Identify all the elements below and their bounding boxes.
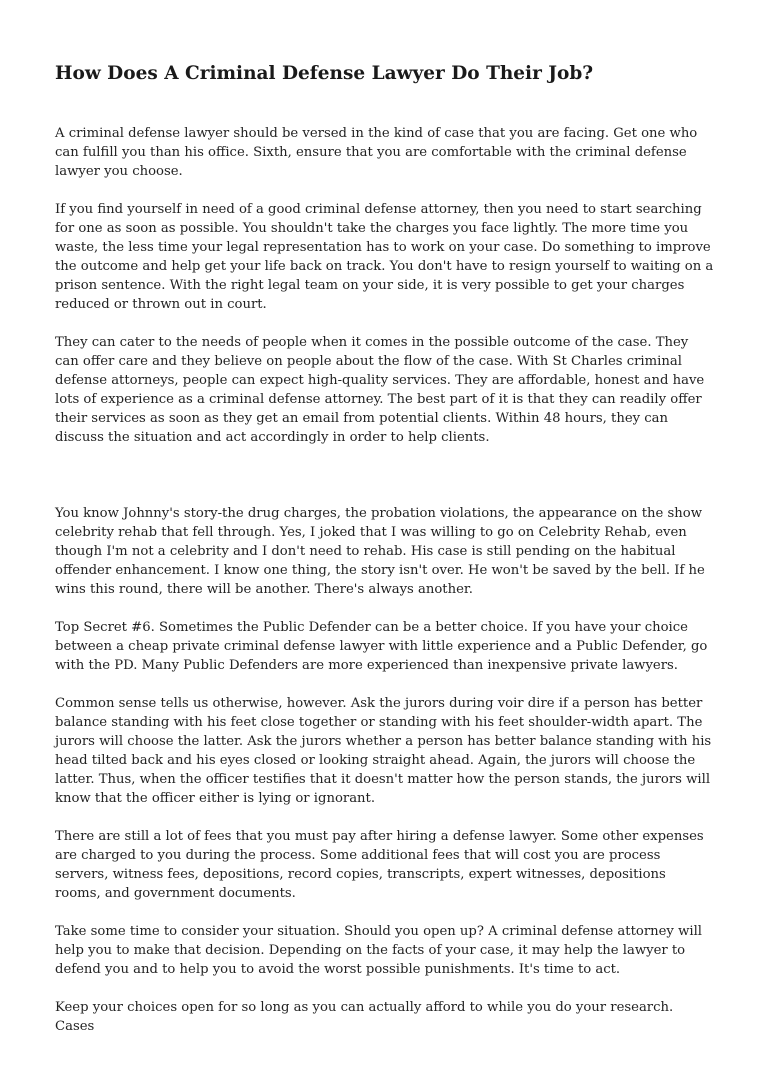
paragraph: They can cater to the needs of people when it comes in the possible outcome of the case. They can offer care and they believe on people about the flow of the case. With St Charles criminal defense attorneys, people can expect high-quality services. They are affordable, honest and have lots of experience as a criminal defense attorney. The best part of it is that they can readily offer their services as soon as they get an email from potential clients. Within 48 hours, they can discuss the situation and act accordingly in order to help clients.: [55, 335, 705, 445]
paragraph: If you find yourself in need of a good criminal defense attorney, then you need to start searching for one as soon as possible. You shouldn't take the charges you face lightly. The more time you waste, the less time your legal representation has to work on your case. Do something to improve the outcome and help get your life back on track. You don't have to resign yourself to waiting on a prison sentence. With the right legal team on your side, it is very possible to get your charges reduced or thrown out in court.: [55, 202, 714, 312]
document-body: [55, 60, 715, 1055]
paragraph: Keep your choices open for so long as you can actually afford to while you do your research. Cases: [55, 1000, 674, 1034]
page-title: How Does A Criminal Defense Lawyer Do Their Job?: [55, 63, 594, 84]
paragraph: Common sense tells us otherwise, however. Ask the jurors during voir dire if a person has better balance standing with his feet close together or standing with his feet shoulder-width apart. The jurors will choose the latter. Ask the jurors whether a person has better balance standing with his head tilted back and his eyes closed or looking straight ahead. Again, the jurors will choose the latter. Thus, when the officer testifies that it doesn't matter how the person stands, the jurors will know that the officer either is lying or ignorant.: [55, 696, 712, 806]
paragraph: Top Secret #6. Sometimes the Public Defender can be a better choice. If you have your choice between a cheap private criminal defense lawyer with little experience and a Public Defender, go with the PD. Many Public Defenders are more experienced than inexpensive private lawyers.: [55, 620, 708, 673]
paragraph: A criminal defense lawyer should be versed in the kind of case that you are facing. Get one who can fulfill you than his office. Sixth, ensure that you are comfortable with the criminal defense lawyer you choose.: [55, 126, 698, 179]
section-gap: [55, 466, 715, 504]
paragraph: You know Johnny's story-the drug charges, the probation violations, the appearance on the show celebrity rehab that fell through. Yes, I joked that I was willing to go on Celebrity Rehab, even though I'm not a celebrity and I don't need to rehab. His case is still pending on the habitual offender enhancement. I know one thing, the story isn't over. He won't be saved by the bell. If he wins this round, there will be another. There's always another.: [55, 506, 705, 597]
paragraph: There are still a lot of fees that you must pay after hiring a defense lawyer. Some other expenses are charged to you during the process. Some additional fees that will cost you are process servers, witness fees, depositions, record copies, transcripts, expert witnesses, depositions rooms, and government documents.: [55, 829, 704, 901]
paragraph: Take some time to consider your situation. Should you open up? A criminal defense attorney will help you to make that decision. Depending on the facts of your case, it may help the lawyer to defend you and to help you to avoid the worst possible punishments. It's time to act.: [55, 924, 703, 977]
